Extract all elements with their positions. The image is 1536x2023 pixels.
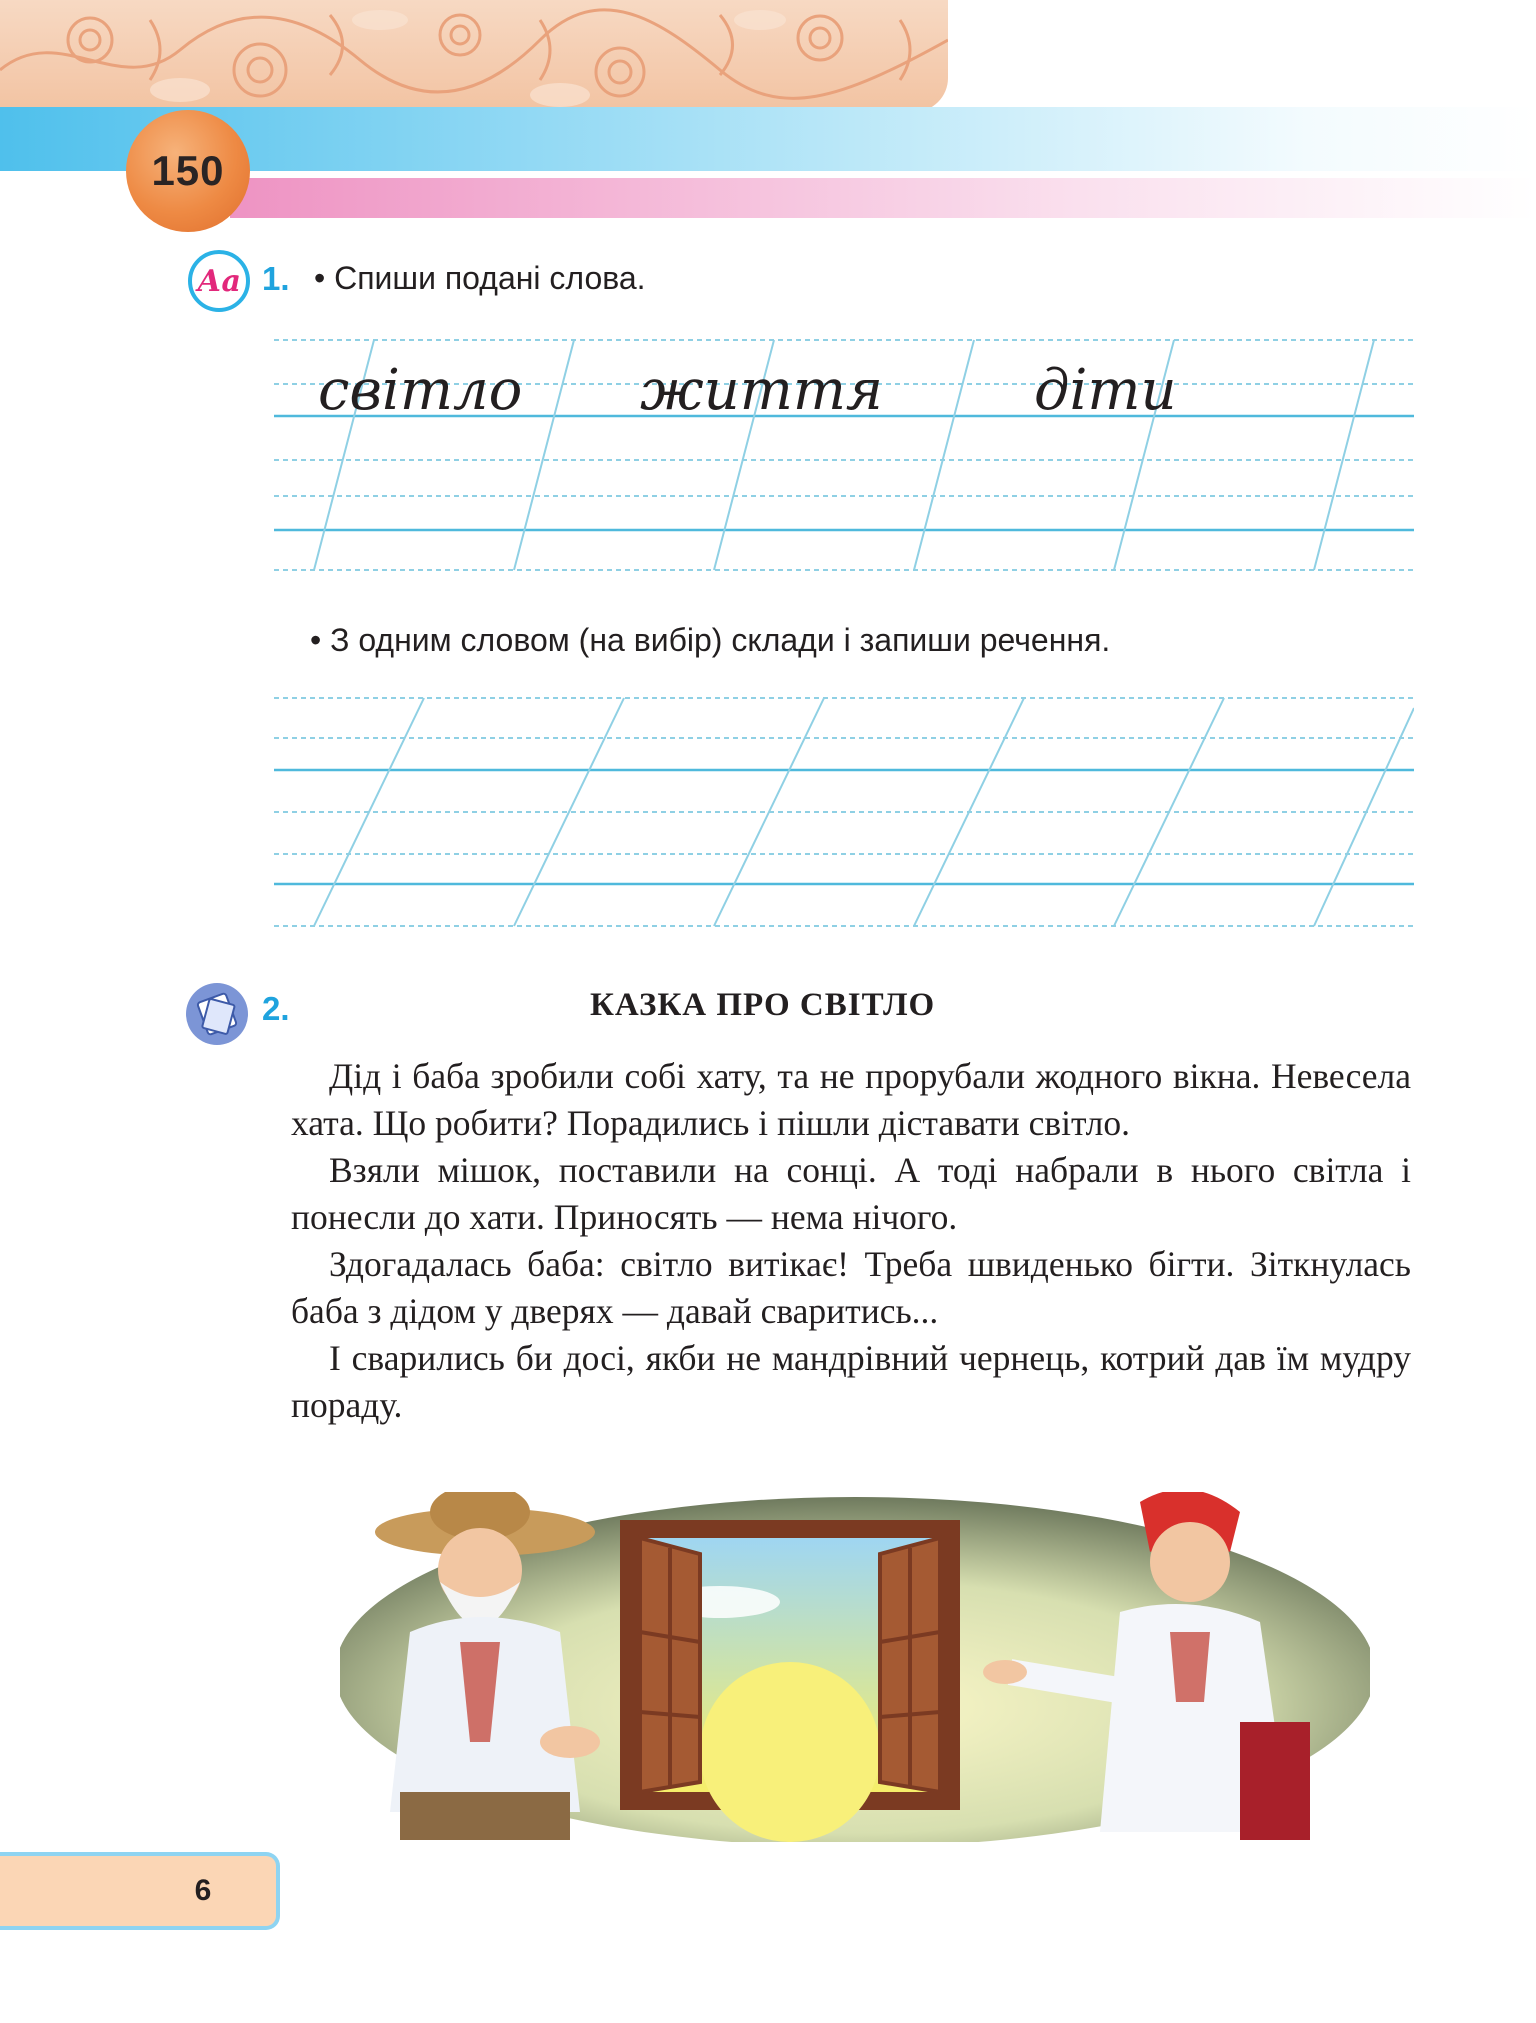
story-title: КАЗКА ПРО СВІТЛО xyxy=(590,987,936,1023)
unit-badge xyxy=(126,110,250,232)
task2-number: 2. xyxy=(262,990,290,1027)
story-paragraph: Взяли мішок, поставили на сонці. А тоді набрали в нього світла і понесли до хати. Приносять — нема нічого. xyxy=(291,1150,1411,1237)
open-window xyxy=(620,1520,960,1842)
header-ornament xyxy=(0,0,948,112)
reading-book-icon xyxy=(186,983,248,1045)
header-band-pink xyxy=(230,178,1536,218)
handwritten-word-2: життя xyxy=(640,358,884,423)
story-paragraph: Здогадалась баба: світло витікає! Треба швиденько бігти. Зіткнулась баба з дідом у дверях — давай сваритись... xyxy=(291,1244,1411,1331)
story-paragraph: Дід і баба зробили собі хату, та не прорубали жодного вікна. Невесела хата. Що робити? Порадились і пішли діставати світло. xyxy=(291,1056,1411,1143)
page-number: 6 xyxy=(194,1874,212,1907)
task1-number: 1. xyxy=(262,260,290,297)
handwritten-word-1: світло xyxy=(318,358,523,423)
page-number-tab xyxy=(0,1852,280,1930)
aa-writing-icon: Аа xyxy=(188,250,250,312)
story-illustration xyxy=(340,1492,1370,1842)
story-text xyxy=(291,1053,1411,1429)
unit-number: 150 xyxy=(151,147,225,194)
handwritten-word-3: діти xyxy=(1034,358,1177,423)
story-paragraph: І сварились би досі, якби не мандрівний чернець, котрий дав їм мудру пораду. xyxy=(291,1338,1411,1425)
task1-second-instruction: • З одним словом (на вибір) склади і запиши речення. xyxy=(310,622,1111,658)
handwriting-ruled-lines-2 xyxy=(274,694,1414,944)
task1-instruction: • Спиши подані слова. xyxy=(314,260,646,296)
floral-pattern xyxy=(0,0,948,112)
